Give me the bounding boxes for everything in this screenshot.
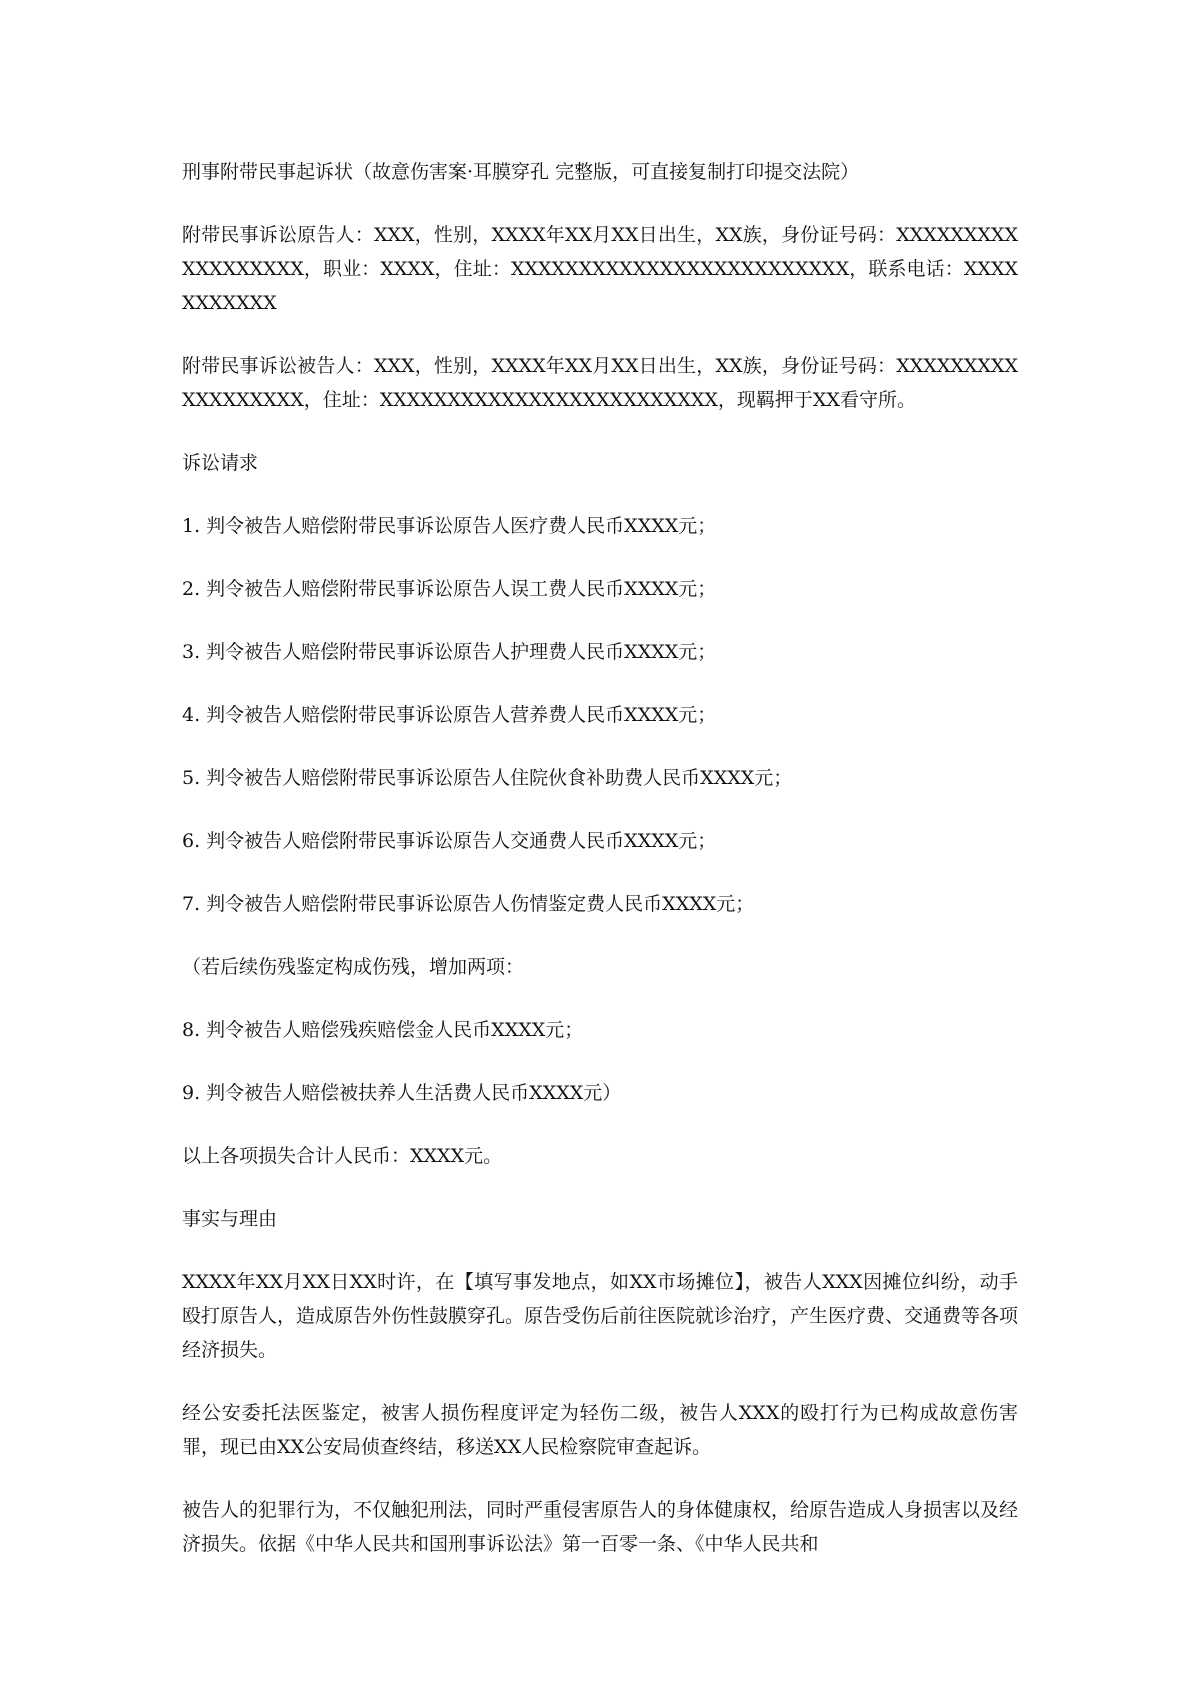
claim-item: 3. 判令被告人赔偿附带民事诉讼原告人护理费人民币XXXX元； xyxy=(182,641,717,663)
plaintiff-info: 附带民事诉讼原告人：XXX，性别，XXXX年XX月XX日出生，XX族，身份证号码：XXXXXXXXXXXXXXXXXX，职业：XXXX，住址：XXXXXXXXXXXXXXXXXXXXXXXXX，联系电话：XXXXXXXXXXX xyxy=(182,224,1018,314)
claim-item: 5. 判令被告人赔偿附带民事诉讼原告人住院伙食补助费人民币XXXX元； xyxy=(182,767,793,789)
claims-heading: 诉讼请求 xyxy=(182,452,259,474)
claim-item: 8. 判令被告人赔偿残疾赔偿金人民币XXXX元； xyxy=(182,1019,584,1041)
total-amount: 以上各项损失合计人民币：XXXX元。 xyxy=(182,1145,503,1167)
facts-paragraph: 被告人的犯罪行为，不仅触犯刑法，同时严重侵害原告人的身体健康权，给原告造成人身损害以及经济损失。依据《中华人民共和国刑事诉讼法》第一百零一条、《中华人民共和 xyxy=(182,1499,1019,1555)
claim-note: （若后续伤残鉴定构成伤残，增加两项： xyxy=(182,956,525,978)
claim-item: 6. 判令被告人赔偿附带民事诉讼原告人交通费人民币XXXX元； xyxy=(182,830,717,852)
claim-item: 1. 判令被告人赔偿附带民事诉讼原告人医疗费人民币XXXX元； xyxy=(182,515,717,537)
claim-item: 7. 判令被告人赔偿附带民事诉讼原告人伤情鉴定费人民币XXXX元； xyxy=(182,893,755,915)
defendant-info: 附带民事诉讼被告人：XXX，性别，XXXX年XX月XX日出生，XX族，身份证号码：XXXXXXXXXXXXXXXXXX，住址：XXXXXXXXXXXXXXXXXXXXXXXXX，现羁押于XX看守所。 xyxy=(182,355,1018,411)
claim-item: 4. 判令被告人赔偿附带民事诉讼原告人营养费人民币XXXX元； xyxy=(182,704,717,726)
claim-item: 2. 判令被告人赔偿附带民事诉讼原告人误工费人民币XXXX元； xyxy=(182,578,717,600)
document-page xyxy=(182,155,1018,1590)
claim-item: 9. 判令被告人赔偿被扶养人生活费人民币XXXX元） xyxy=(182,1082,622,1104)
facts-heading: 事实与理由 xyxy=(182,1208,278,1230)
document-title: 刑事附带民事起诉状（故意伤害案·耳膜穿孔 完整版，可直接复制打印提交法院） xyxy=(182,161,860,183)
facts-paragraph: 经公安委托法医鉴定，被害人损伤程度评定为轻伤二级，被告人XXX的殴打行为已构成故意伤害罪，现已由XX公安局侦查终结，移送XX人民检察院审查起诉。 xyxy=(182,1402,1018,1458)
facts-paragraph: XXXX年XX月XX日XX时许，在【填写事发地点，如XX市场摊位】，被告人XXX因摊位纠纷，动手殴打原告人，造成原告外伤性鼓膜穿孔。原告受伤后前往医院就诊治疗，产生医疗费、交通费等各项经济损失。 xyxy=(182,1271,1019,1361)
